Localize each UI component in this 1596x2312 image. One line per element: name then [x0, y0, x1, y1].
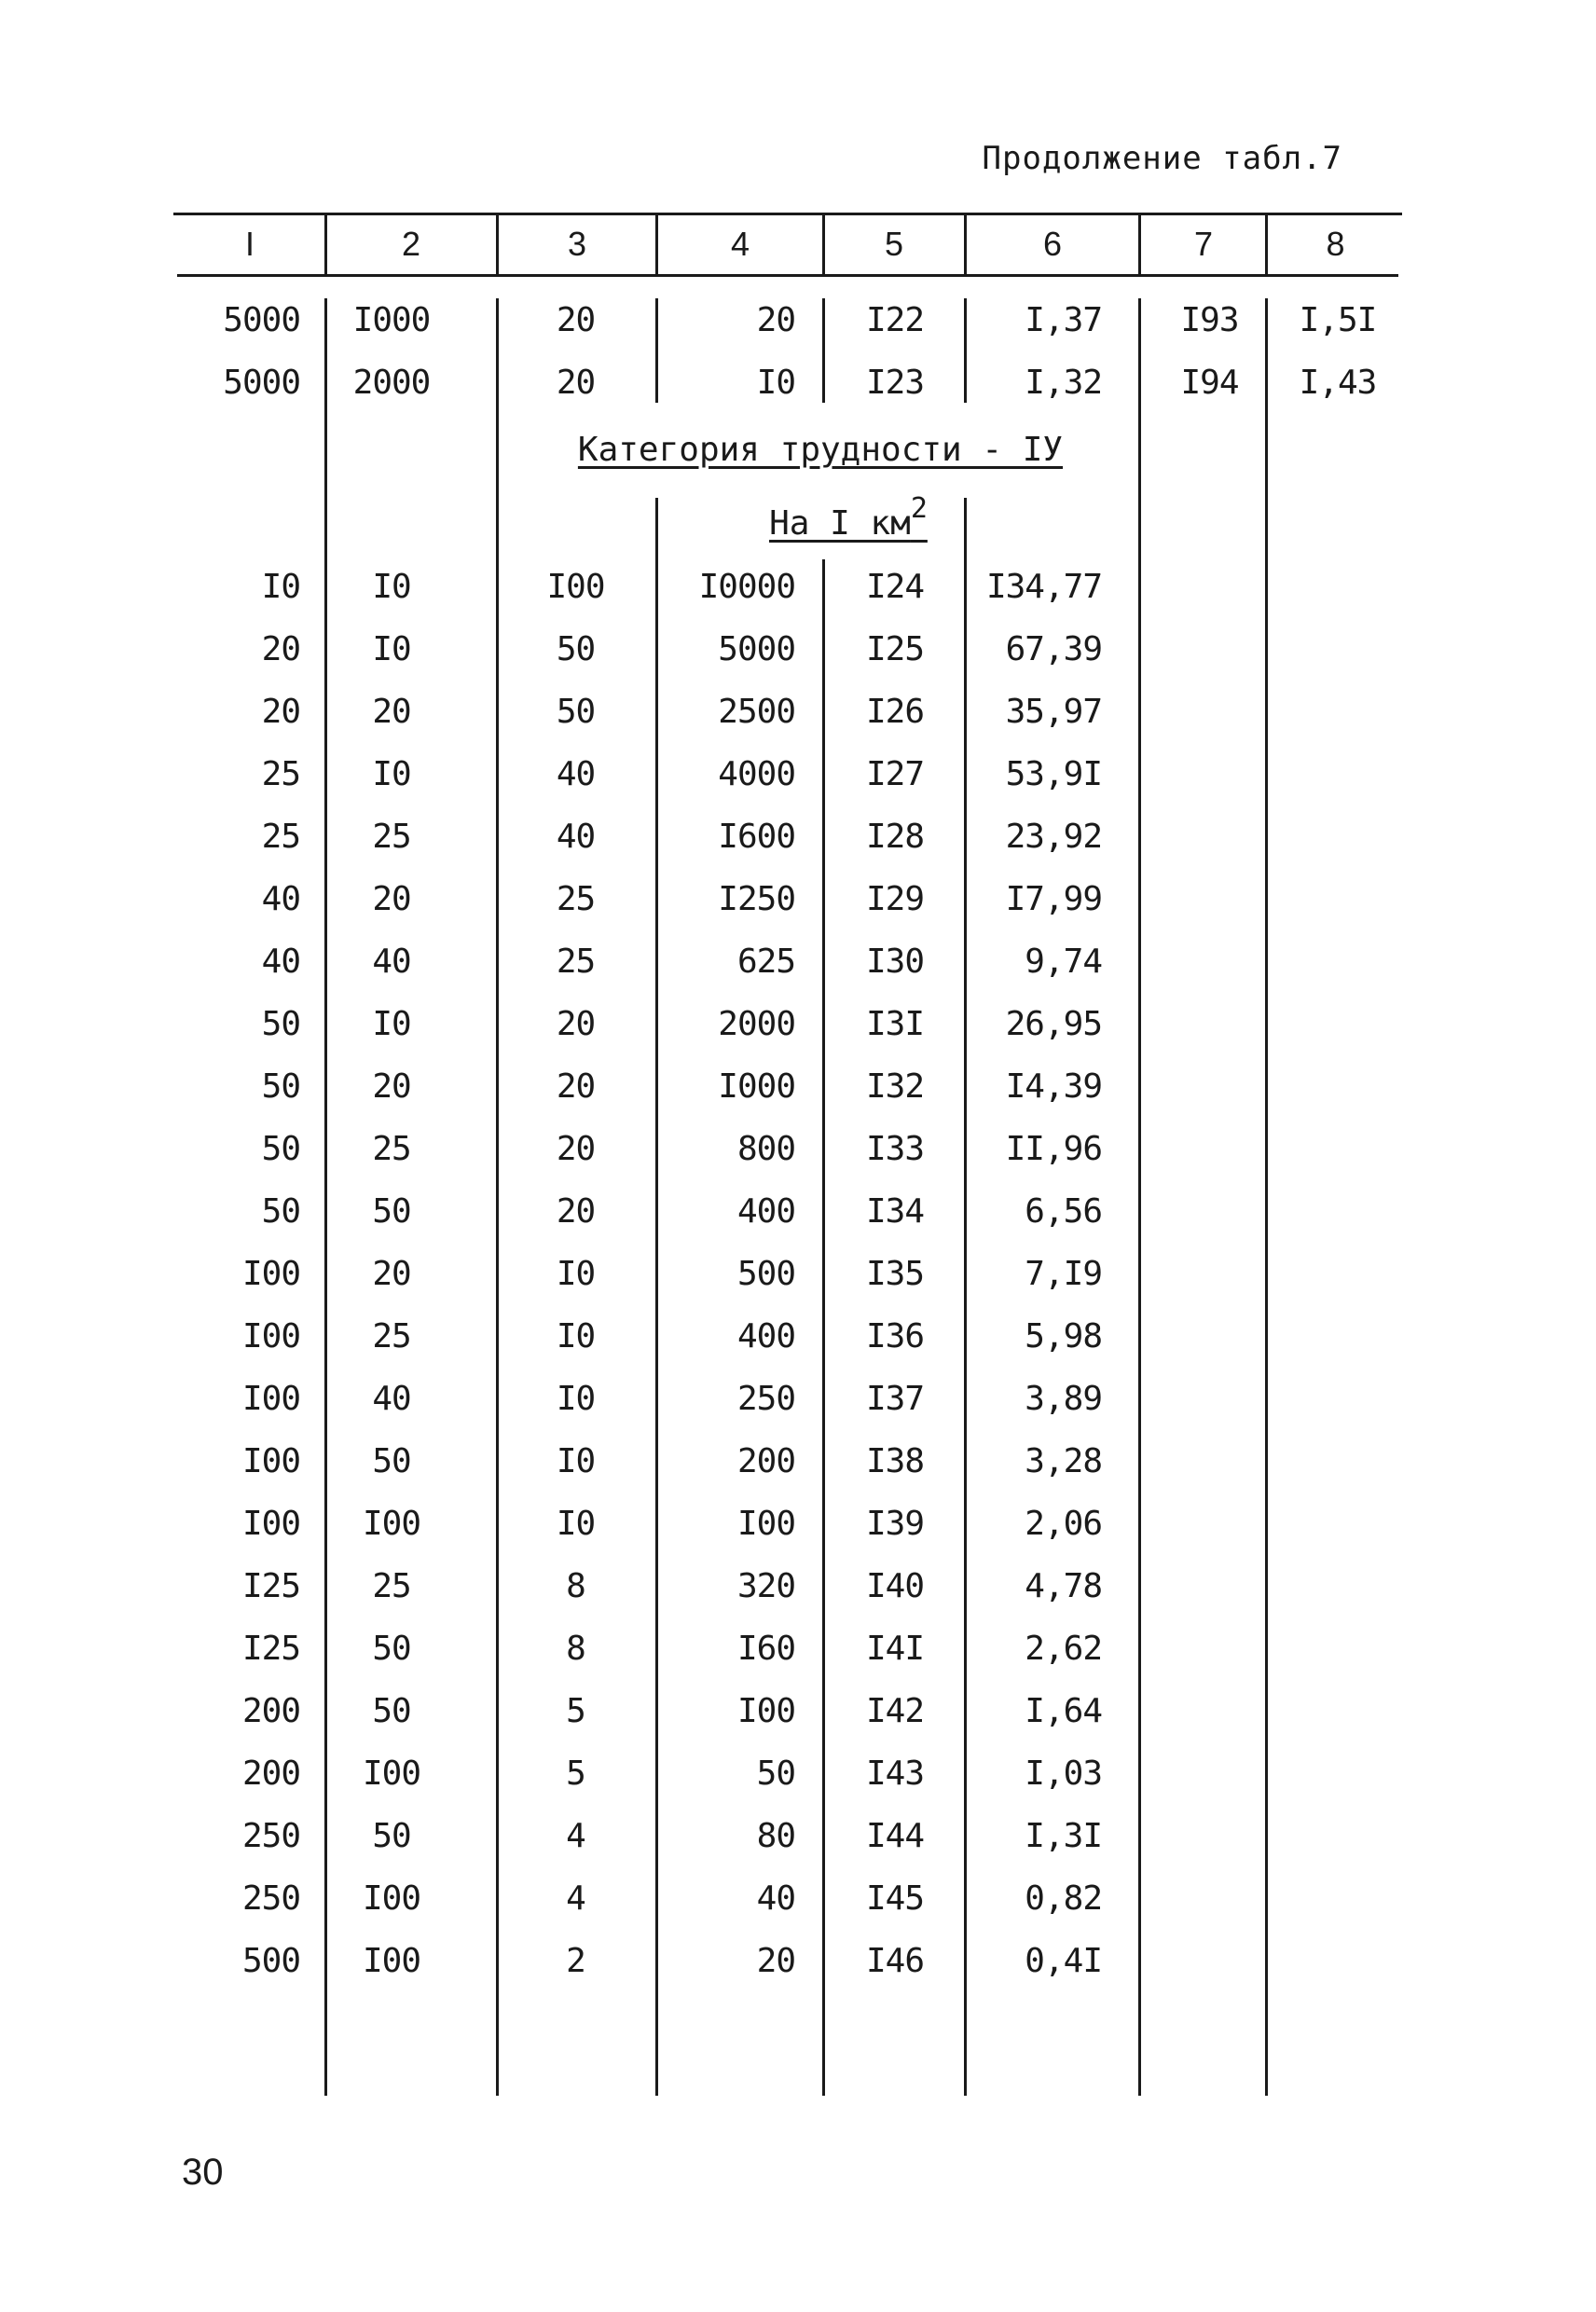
cell: 400	[736, 1317, 795, 1356]
cell: I29	[865, 880, 925, 918]
column-rule	[1265, 298, 1268, 2096]
cell: 5	[566, 1755, 585, 1793]
table-caption: Продолжение табл.7	[982, 140, 1342, 177]
header-cell: 5	[884, 225, 904, 263]
cell: I00	[546, 568, 605, 606]
cell: I00	[241, 1317, 300, 1356]
cell: 0,4I	[1025, 1942, 1102, 1980]
cell: I24	[865, 568, 925, 606]
cell: 40	[261, 880, 300, 918]
cell: 25	[261, 755, 300, 793]
cell: 4000	[718, 755, 795, 793]
cell: 5	[566, 1692, 585, 1730]
cell: 250	[241, 1879, 300, 1918]
cell: I23	[865, 364, 925, 402]
cell: I0	[372, 1005, 411, 1043]
cell: I00	[241, 1505, 300, 1543]
cell: I25	[865, 630, 925, 668]
cell: 20	[756, 301, 795, 339]
cell: I42	[865, 1692, 925, 1730]
cell: I22	[865, 301, 925, 339]
cell: 4,78	[1025, 1567, 1102, 1605]
cell: 0,82	[1025, 1879, 1102, 1918]
column-rule	[655, 498, 658, 2096]
cell: 25	[556, 943, 596, 981]
cell: I0	[556, 1380, 596, 1418]
cell: 50	[261, 1192, 300, 1231]
cell: 20	[261, 693, 300, 731]
page-number: 30	[182, 2152, 224, 2193]
cell: 20	[556, 364, 596, 402]
cell: I0000	[698, 568, 795, 606]
header-cell: 2	[401, 225, 421, 263]
header-cell: 4	[730, 225, 750, 263]
cell: I27	[865, 755, 925, 793]
header-col-rule	[324, 213, 327, 277]
section-unit-text: На I км	[769, 504, 911, 543]
cell: I0	[372, 630, 411, 668]
header-col-rule	[822, 213, 825, 277]
cell: I33	[865, 1130, 925, 1168]
cell: 500	[736, 1255, 795, 1293]
cell: I00	[736, 1505, 795, 1543]
cell: I40	[865, 1567, 925, 1605]
cell: II,96	[1005, 1130, 1102, 1168]
cell: 2000	[352, 364, 431, 402]
cell: 20	[556, 1192, 596, 1231]
cell: I250	[718, 880, 795, 918]
cell: I30	[865, 943, 925, 981]
cell: I34	[865, 1192, 925, 1231]
cell: I,3I	[1025, 1817, 1102, 1855]
cell: 200	[736, 1442, 795, 1480]
cell: I00	[241, 1255, 300, 1293]
header-cell: 6	[1042, 225, 1063, 263]
cell: 20	[372, 880, 411, 918]
cell: I0	[261, 568, 300, 606]
cell: 20	[372, 1067, 411, 1106]
header-col-rule	[964, 213, 967, 277]
header-cell: 3	[567, 225, 587, 263]
cell: I36	[865, 1317, 925, 1356]
cell: I45	[865, 1879, 925, 1918]
cell: 40	[756, 1879, 795, 1918]
header-col-rule	[496, 213, 499, 277]
cell: 250	[736, 1380, 795, 1418]
cell: 25	[261, 818, 300, 856]
cell: 20	[556, 1067, 596, 1106]
cell: I000	[352, 301, 431, 339]
cell: 5000	[223, 364, 300, 402]
cell: I60	[736, 1630, 795, 1668]
cell: I43	[865, 1755, 925, 1793]
cell: 67,39	[1005, 630, 1102, 668]
cell: 80	[756, 1817, 795, 1855]
cell: 40	[556, 755, 596, 793]
cell: 250	[241, 1817, 300, 1855]
cell: 800	[736, 1130, 795, 1168]
cell: 8	[566, 1567, 585, 1605]
cell: I,43	[1299, 364, 1377, 402]
cell: I28	[865, 818, 925, 856]
cell: I600	[718, 818, 795, 856]
cell: 50	[372, 1817, 411, 1855]
cell: I44	[865, 1817, 925, 1855]
header-cell: 8	[1326, 225, 1345, 263]
cell: I00	[241, 1442, 300, 1480]
cell: 20	[372, 693, 411, 731]
cell: 3,89	[1025, 1380, 1102, 1418]
cell: 40	[372, 1380, 411, 1418]
cell: 3,28	[1025, 1442, 1102, 1480]
cell: 20	[756, 1942, 795, 1980]
cell: 50	[372, 1192, 411, 1231]
section-title-text: Категория трудности - IУ	[577, 431, 1064, 469]
cell: I00	[362, 1942, 421, 1980]
cell: I00	[362, 1879, 421, 1918]
cell: 50	[556, 693, 596, 731]
cell: 50	[261, 1130, 300, 1168]
cell: I0	[372, 568, 411, 606]
cell: 25	[372, 1567, 411, 1605]
cell: I32	[865, 1067, 925, 1106]
section-unit	[653, 492, 1044, 543]
table-top-rule	[173, 213, 1402, 215]
cell: 7,I9	[1025, 1255, 1102, 1293]
cell: 2000	[718, 1005, 795, 1043]
cell: 40	[556, 818, 596, 856]
cell: 625	[736, 943, 795, 981]
cell: 2,62	[1025, 1630, 1102, 1668]
cell: 20	[261, 630, 300, 668]
cell: 2,06	[1025, 1505, 1102, 1543]
section-title	[559, 431, 1081, 469]
cell: 200	[241, 1755, 300, 1793]
column-rule	[324, 298, 327, 2096]
cell: I3I	[865, 1005, 925, 1043]
cell: I25	[241, 1630, 300, 1668]
cell: I7,99	[1005, 880, 1102, 918]
cell: I,32	[1025, 364, 1102, 402]
cell: I00	[241, 1380, 300, 1418]
cell: 50	[372, 1442, 411, 1480]
cell: I37	[865, 1380, 925, 1418]
cell: I4,39	[1005, 1067, 1102, 1106]
cell: 5000	[223, 301, 300, 339]
cell: 200	[241, 1692, 300, 1730]
cell: 2	[566, 1942, 585, 1980]
header-col-rule	[1265, 213, 1268, 277]
cell: I26	[865, 693, 925, 731]
cell: I4I	[865, 1630, 925, 1668]
cell: 50	[261, 1005, 300, 1043]
cell: 6,56	[1025, 1192, 1102, 1231]
cell: 4	[566, 1817, 585, 1855]
cell: 50	[556, 630, 596, 668]
cell: I0	[556, 1505, 596, 1543]
cell: 25	[372, 818, 411, 856]
cell: 53,9I	[1005, 755, 1102, 793]
header-bottom-rule	[177, 274, 1398, 277]
cell: 4	[566, 1879, 585, 1918]
cell: I00	[362, 1505, 421, 1543]
cell: I0	[556, 1317, 596, 1356]
cell: I94	[1180, 364, 1239, 402]
cell: 40	[372, 943, 411, 981]
cell: I93	[1180, 301, 1239, 339]
cell: I0	[372, 755, 411, 793]
cell: I00	[362, 1755, 421, 1793]
cell: I39	[865, 1505, 925, 1543]
cell: I46	[865, 1942, 925, 1980]
cell: 20	[556, 1130, 596, 1168]
cell: I,37	[1025, 301, 1102, 339]
header-cell: I	[244, 225, 255, 263]
cell: 400	[736, 1192, 795, 1231]
cell: I00	[736, 1692, 795, 1730]
cell: I35	[865, 1255, 925, 1293]
cell: I000	[718, 1067, 795, 1106]
cell: 50	[261, 1067, 300, 1106]
cell: 500	[241, 1942, 300, 1980]
cell: 50	[756, 1755, 795, 1793]
cell: I0	[756, 364, 795, 402]
cell: I0	[556, 1255, 596, 1293]
cell: I,5I	[1299, 301, 1377, 339]
column-rule	[655, 298, 658, 403]
cell: 20	[372, 1255, 411, 1293]
cell: 9,74	[1025, 943, 1102, 981]
header-cell: 7	[1193, 225, 1214, 263]
cell: 5000	[718, 630, 795, 668]
cell: I25	[241, 1567, 300, 1605]
cell: I38	[865, 1442, 925, 1480]
cell: 50	[372, 1630, 411, 1668]
header-col-rule	[655, 213, 658, 277]
cell: I,03	[1025, 1755, 1102, 1793]
cell: I34,77	[985, 568, 1102, 606]
cell: 50	[372, 1692, 411, 1730]
cell: I,64	[1025, 1692, 1102, 1730]
cell: 35,97	[1005, 693, 1102, 731]
cell: 2500	[718, 693, 795, 731]
cell: 25	[556, 880, 596, 918]
cell: 25	[372, 1130, 411, 1168]
column-rule	[1138, 298, 1141, 2096]
cell: 23,92	[1005, 818, 1102, 856]
cell: 20	[556, 301, 596, 339]
section-unit-label	[769, 492, 928, 543]
header-col-rule	[1138, 213, 1141, 277]
cell: 5,98	[1025, 1317, 1102, 1356]
cell: 320	[736, 1567, 795, 1605]
cell: I0	[556, 1442, 596, 1480]
cell: 26,95	[1005, 1005, 1102, 1043]
cell: 25	[372, 1317, 411, 1356]
cell: 40	[261, 943, 300, 981]
section-unit-exponent: 2	[910, 492, 928, 525]
cell: 8	[566, 1630, 585, 1668]
cell: 20	[556, 1005, 596, 1043]
